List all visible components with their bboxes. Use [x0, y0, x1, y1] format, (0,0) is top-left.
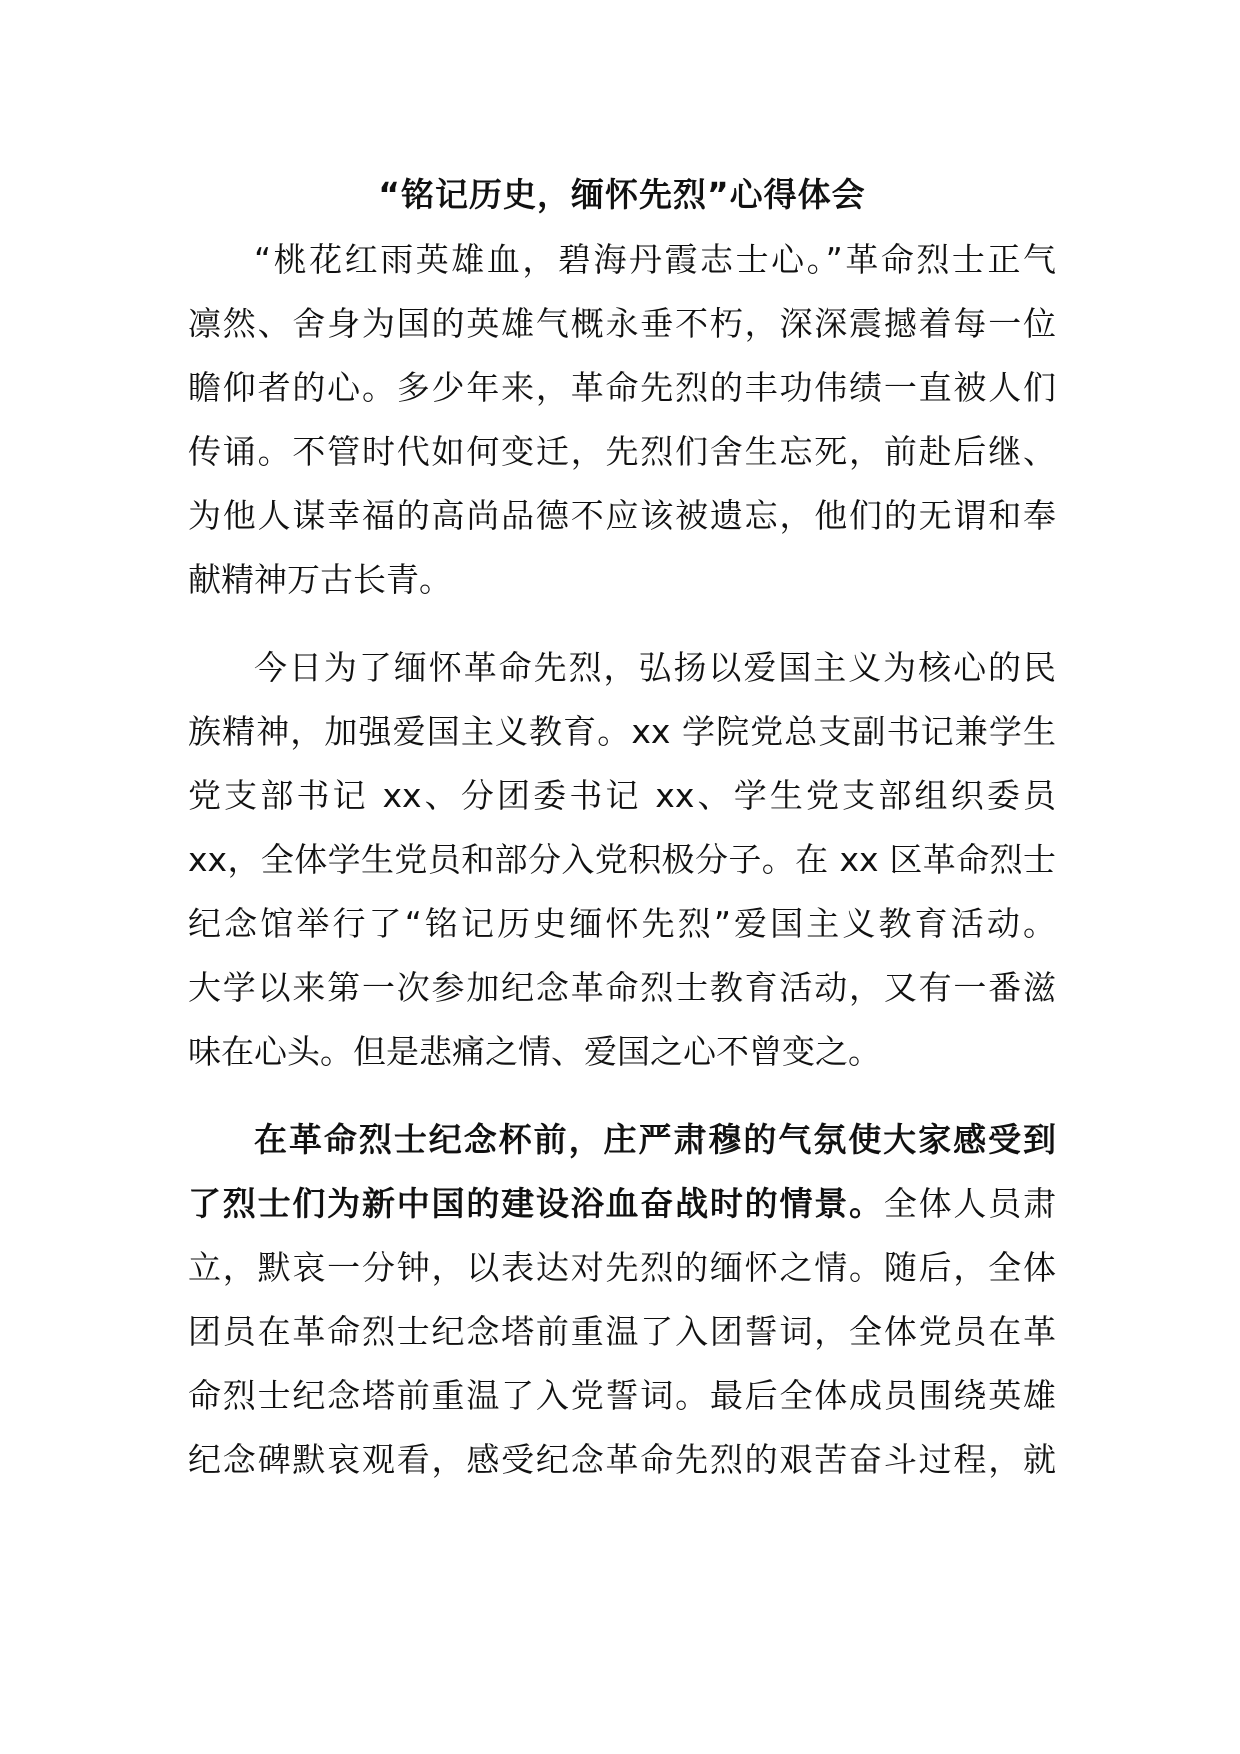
text-line: 纪念馆举行了“铭记历史缅怀先烈”爱国主义教育活动。	[188, 904, 1056, 943]
text-line: 今日为了缅怀革命先烈，弘扬以爱国主义为核心的民	[254, 648, 1056, 687]
text-line: 传诵。不管时代如何变迁，先烈们舍生忘死，前赴后继、	[188, 432, 1056, 471]
text-line: 凛然、舍身为国的英雄气概永垂不朽，深深震撼着每一位	[188, 304, 1056, 343]
bold-text: 了烈士们为新中国的建设浴血奋战时的情景。	[188, 1184, 884, 1223]
text-line: 团员在革命烈士纪念塔前重温了入团誓词，全体党员在革	[188, 1312, 1056, 1351]
text-line: 大学以来第一次参加纪念革命烈士教育活动，又有一番滋	[188, 968, 1056, 1007]
text-line	[188, 1108, 1056, 1172]
text-line: 瞻仰者的心。多少年来，革命先烈的丰功伟绩一直被人们	[188, 368, 1056, 407]
text-line	[188, 1172, 1056, 1236]
text-line: 命烈士纪念塔前重温了入党誓词。最后全体成员围绕英雄	[188, 1376, 1056, 1415]
text-line: 味在心头。但是悲痛之情、爱国之心不曾变之。	[188, 1032, 881, 1071]
text-line: 党支部书记 xx、分团委书记 xx、学生党支部组织委员	[188, 776, 1056, 815]
document-body	[188, 228, 1056, 1516]
paragraph-2	[188, 636, 1056, 1084]
regular-text: 全体人员肃	[883, 1184, 1056, 1223]
paragraph-3	[188, 1108, 1056, 1492]
text-line: 为他人谋幸福的高尚品德不应该被遗忘，他们的无谓和奉	[188, 496, 1056, 535]
text-line: 立，默哀一分钟，以表达对先烈的缅怀之情。随后，全体	[188, 1248, 1056, 1287]
paragraph-1	[188, 228, 1056, 612]
text-line: 族精神，加强爱国主义教育。xx 学院党总支副书记兼学生	[188, 712, 1056, 751]
text-line: xx，全体学生党员和部分入党积极分子。在 xx 区革命烈士	[188, 840, 1056, 879]
text-line: “桃花红雨英雄血，碧海丹霞志士心。”革命烈士正气	[254, 240, 1056, 279]
bold-text: 在革命烈士纪念杯前，庄严肃穆的气氛使大家感受到	[254, 1120, 1056, 1159]
document-title: “铭记历史，缅怀先烈”心得体会	[378, 175, 866, 214]
text-line: 纪念碑默哀观看，感受纪念革命先烈的艰苦奋斗过程，就	[188, 1440, 1056, 1479]
text-line: 献精神万古长青。	[188, 560, 452, 599]
